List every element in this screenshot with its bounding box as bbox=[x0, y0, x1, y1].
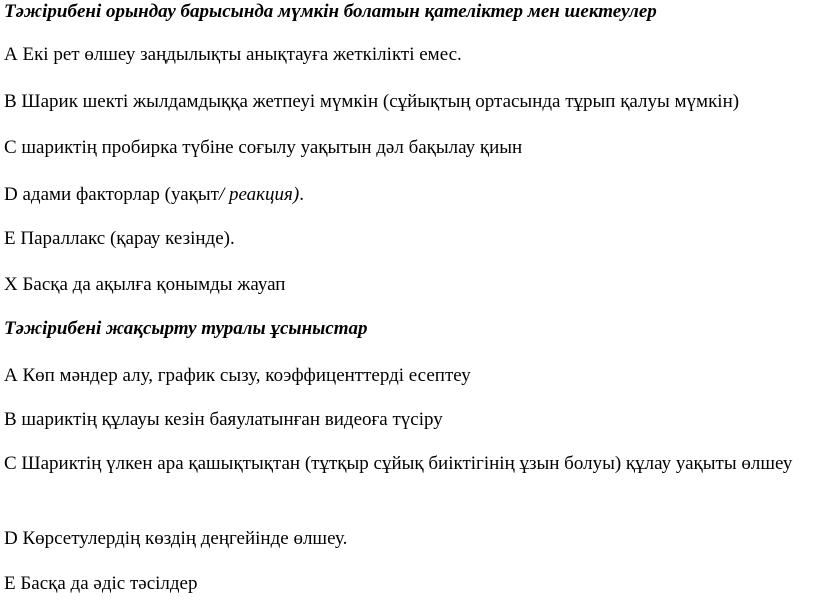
section-heading-errors: Тәжірибені орындау барысында мүмкін болатын қателіктер мен шектеулер bbox=[4, 1, 657, 22]
list-item-suggestion-b: В шариктің құлауы кезін баяулатынған видеоға түсіру bbox=[4, 409, 443, 430]
list-item-suggestion-c: С Шариктің үлкен ара қашықтықтан (тұтқыр сұйық биіктігінің ұзын болуы) құлау уақыты өлшеу bbox=[4, 453, 793, 474]
list-item-error-e: Е Параллакс (қарау кезінде). bbox=[4, 228, 235, 249]
list-item-error-d-suffix: . bbox=[299, 184, 304, 205]
list-item-suggestion-e: Е Басқа да әдіс тәсілдер bbox=[4, 573, 198, 594]
list-item-error-a: А Екі рет өлшеу заңдылықты анықтауға жеткілікті емес. bbox=[4, 44, 462, 65]
section-heading-suggestions: Тәжірибені жақсырту туралы ұсыныстар bbox=[4, 318, 368, 339]
list-item-error-x: Х Басқа да ақылға қонымды жауап bbox=[4, 274, 286, 295]
list-item-error-d-prefix: D адами факторлар (уақыт bbox=[4, 184, 219, 205]
list-item-error-c: С шариктің пробирка түбіне соғылу уақытын дәл бақылау қиын bbox=[4, 137, 523, 158]
list-item-error-b: В Шарик шекті жылдамдыққа жетпеуі мүмкін (сұйықтың ортасында тұрып қалуы мүмкін) bbox=[4, 91, 740, 112]
list-item-suggestion-a: А Көп мәндер алу, график сызу, коэффиценттерді есептеу bbox=[4, 365, 471, 386]
list-item-error-d bbox=[4, 182, 304, 208]
list-item-suggestion-d: D Көрсетулердің көздің деңгейінде өлшеу. bbox=[4, 528, 348, 549]
list-item-error-d-italic: / реакция) bbox=[218, 184, 300, 205]
